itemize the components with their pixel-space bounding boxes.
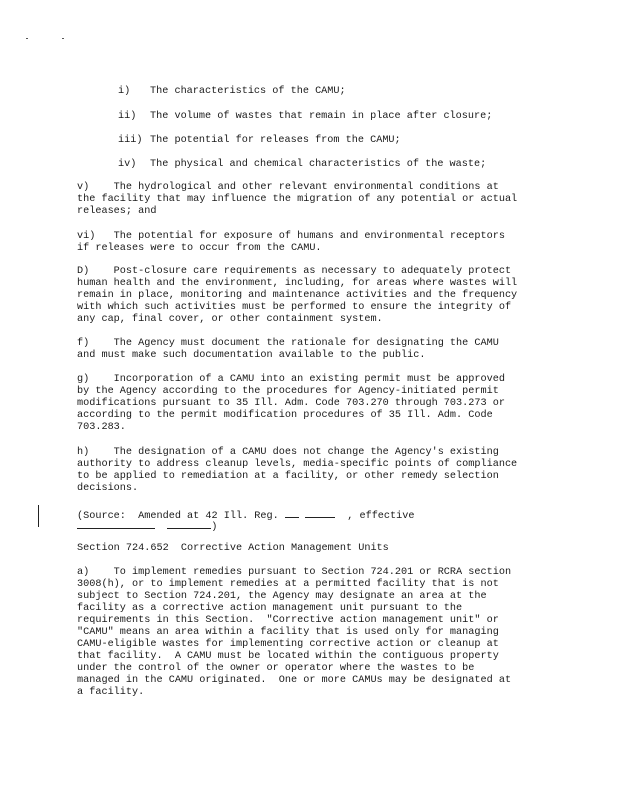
section-heading: Section 724.652 Corrective Action Management Units [77,543,389,554]
effective-date-blank [77,518,155,529]
scan-speck [62,38,64,39]
paragraph-line: the facility that may influence the migration of any potential or actual [77,194,518,205]
paragraph-line: a facility. [77,687,145,698]
paragraph-line: managed in the CAMU originated. One or more CAMUs may be designated at [77,675,512,686]
source-note-dates: ) [77,518,217,534]
list-item: iv) The physical and chemical characteristics of the waste; [118,159,487,170]
paragraph-line: facility as a corrective action management unit pursuant to the [77,603,463,614]
paragraph-line: by the Agency according to the procedures for Agency-initiated permit [77,386,499,397]
paragraph-line: releases; and [77,206,157,217]
paragraph-line: CAMU-eligible wastes for implementing corrective action or cleanup at [77,639,499,650]
paragraph-line: modifications pursuant to 35 Ill. Adm. Code 703.270 through 703.273 or [77,398,505,409]
paragraph-line: v) The hydrological and other relevant environmental conditions at [77,182,499,193]
register-volume-blank [285,507,299,518]
paragraph-line: a) To implement remedies pursuant to Section 724.201 or RCRA section [77,567,512,578]
paragraph-line: f) The Agency must document the rationale for designating the CAMU [77,338,499,349]
source-note: (Source: Amended at 42 Ill. Reg. , effective [77,507,414,523]
scan-speck [26,38,28,39]
paragraph-line: vi) The potential for exposure of humans and environmental receptors [77,231,505,242]
paragraph-line: with which such activities must be performed to ensure the integrity of [77,302,512,313]
paragraph-line: authority to address cleanup levels, media-specific points of compliance [77,459,518,470]
paragraph-line: according to the permit modification procedures of 35 Ill. Adm. Code [77,410,493,421]
paragraph-line: that facility. A CAMU must be located within the contiguous property [77,651,499,662]
filed-date-blank [167,518,211,529]
list-item: i) The characteristics of the CAMU; [118,86,346,97]
paragraph-line: and must make such documentation available to the public. [77,350,426,361]
paragraph-line: remain in place, monitoring and maintenance activities and the frequency [77,290,518,301]
paragraph-line: decisions. [77,483,139,494]
paragraph-line: 703.283. [77,422,126,433]
paragraph-line: if releases were to occur from the CAMU. [77,243,322,254]
paragraph-line: human health and the environment, including, for areas where wastes will [77,278,518,289]
paragraph-line: h) The designation of a CAMU does not change the Agency's existing [77,447,499,458]
list-item: iii) The potential for releases from the CAMU; [118,135,401,146]
paragraph-line: 3008(h), or to implement remedies at a permitted facility that is not [77,579,499,590]
paragraph-line: to be applied to remediation at a facility, or other remedy selection [77,471,499,482]
list-item: ii) The volume of wastes that remain in place after closure; [118,111,493,122]
paragraph-line: requirements in this Section. "Corrective action management unit" or [77,615,499,626]
register-page-blank [305,507,335,518]
paragraph-line: "CAMU" means an area within a facility that is used only for managing [77,627,499,638]
paragraph-line: g) Incorporation of a CAMU into an existing permit must be approved [77,374,505,385]
revision-bar [38,505,39,527]
paragraph-line: under the control of the owner or operator where the wastes to be [77,663,475,674]
paragraph-line: subject to Section 724.201, the Agency may designate an area at the [77,591,487,602]
paragraph-line: D) Post-closure care requirements as necessary to adequately protect [77,266,512,277]
paragraph-line: any cap, final cover, or other containment system. [77,314,383,325]
